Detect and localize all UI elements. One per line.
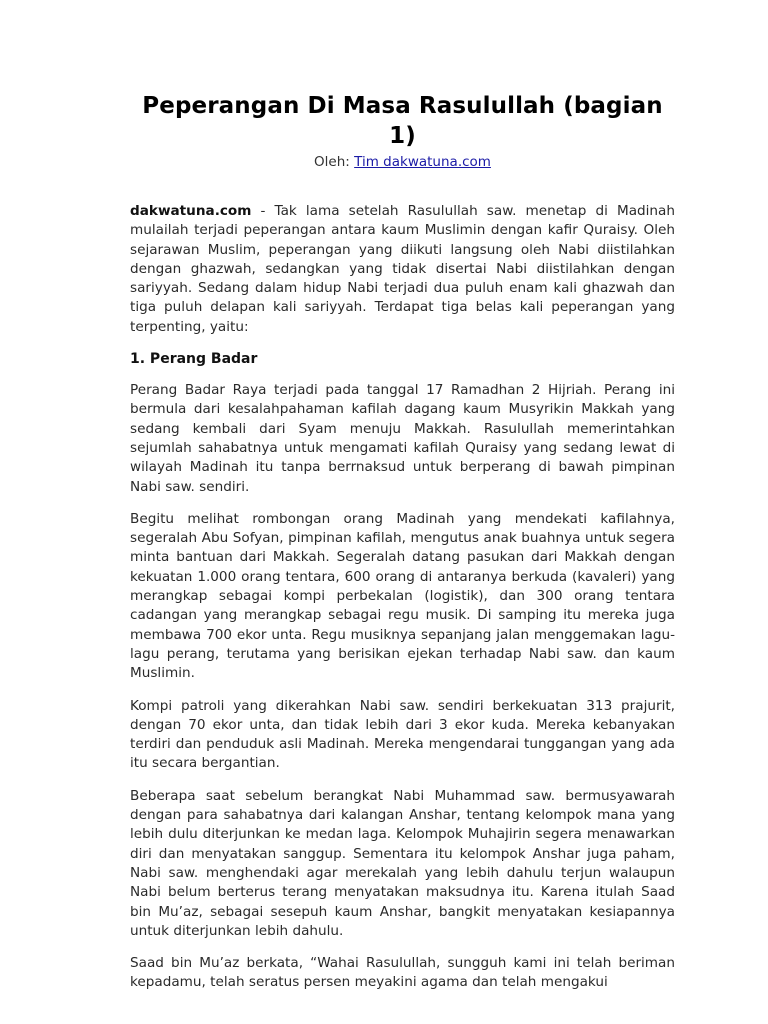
document-page <box>130 91 675 1006</box>
lead-text: - Tak lama setelah Rasulullah saw. menetap di Madinah mulailah terjadi peperangan antara kaum Muslimin dengan kafir Quraisy. Oleh sejarawan Muslim, peperangan yang diikuti langsung oleh Nabi diistilahkan dengan ghazwah, sedangkan yang tidak disertai Nabi diistilahkan dengan sariyyah. Sedang dalam hidup Nabi terjadi dua puluh enam kali ghazwah dan tiga puluh delapan kali sariyyah. Terdapat tiga belas kali peperangan yang terpenting, yaitu: <box>130 203 675 335</box>
byline-label: Oleh: <box>314 154 350 170</box>
paragraph: Perang Badar Raya terjadi pada tanggal 17 Ramadhan 2 Hijriah. Perang ini bermula dari kesalahpahaman kafilah dagang kaum Musyrikin Makkah yang sedang kembali dari Syam menuju Makkah. Rasulullah memerintahkan sejumlah sahabatnya untuk mengamati kafilah Quraisy yang sedang lewat di wilayah Madinah itu tanpa berrnaksud untuk berperang di bawah pimpinan Nabi saw. sendiri. <box>130 382 675 495</box>
author-link[interactable]: Tim dakwatuna.com <box>354 154 491 170</box>
paragraph: Beberapa saat sebelum berangkat Nabi Muhammad saw. bermusyawarah dengan para sahabatnya dari kalangan Anshar, tentang kelompok mana yang lebih dulu diterjunkan ke medan laga. Kelompok Muhajirin segera menawarkan diri dan menyatakan sanggup. Sementara itu kelompok Anshar juga paham, Nabi saw. menghendaki agar merekalah yang lebih dahulu terjun walaupun Nabi belum berterus terang menyatakan maksudnya itu. Karena itulah Saad bin Mu’az, sebagai sesepuh kaum Anshar, bangkit menyatakan kesiapannya untuk diterjunkan lebih dahulu. <box>130 787 675 939</box>
section-heading-perang-badar: 1. Perang Badar <box>130 351 258 368</box>
byline <box>130 153 675 171</box>
paragraph: Begitu melihat rombongan orang Madinah yang mendekati kafilahnya, segeralah Abu Sofyan, pimpinan kafilah, mengutus anak buahnya untuk segera minta bantuan dari Makkah. Segeralah datang pasukan dari Makkah dengan kekuatan 1.000 orang tentara, 600 orang di antaranya berkuda (kavaleri) yang merangkap sebagai kompi perbekalan (logistik), dan 300 orang tentara cadangan yang merangkap sebagai regu musik. Di samping itu mereka juga membawa 700 ekor unta. Regu musiknya sepanjang jalan menggemakan lagu-lagu perang, terutama yang berisikan ejekan terhadap Nabi saw. dan kaum Muslimin. <box>130 510 675 682</box>
paragraph: Kompi patroli yang dikerahkan Nabi saw. sendiri berkekuatan 313 prajurit, dengan 70 ekor unta, dan tidak lebih dari 3 ekor kuda. Mereka kebanyakan terdiri dan penduduk asli Madinah. Mereka mengendarai tunggangan yang ada itu secara bergantian. <box>130 697 675 772</box>
paragraph: Saad bin Mu’az berkata, “Wahai Rasulullah, sungguh kami ini telah beriman kepadamu, telah seratus persen meyakini agama dan telah mengakui <box>130 955 675 991</box>
lead-paragraph <box>130 202 675 337</box>
lead-source: dakwatuna.com <box>130 203 252 219</box>
article-title: Peperangan Di Masa Rasulullah (bagian 1) <box>142 93 663 149</box>
